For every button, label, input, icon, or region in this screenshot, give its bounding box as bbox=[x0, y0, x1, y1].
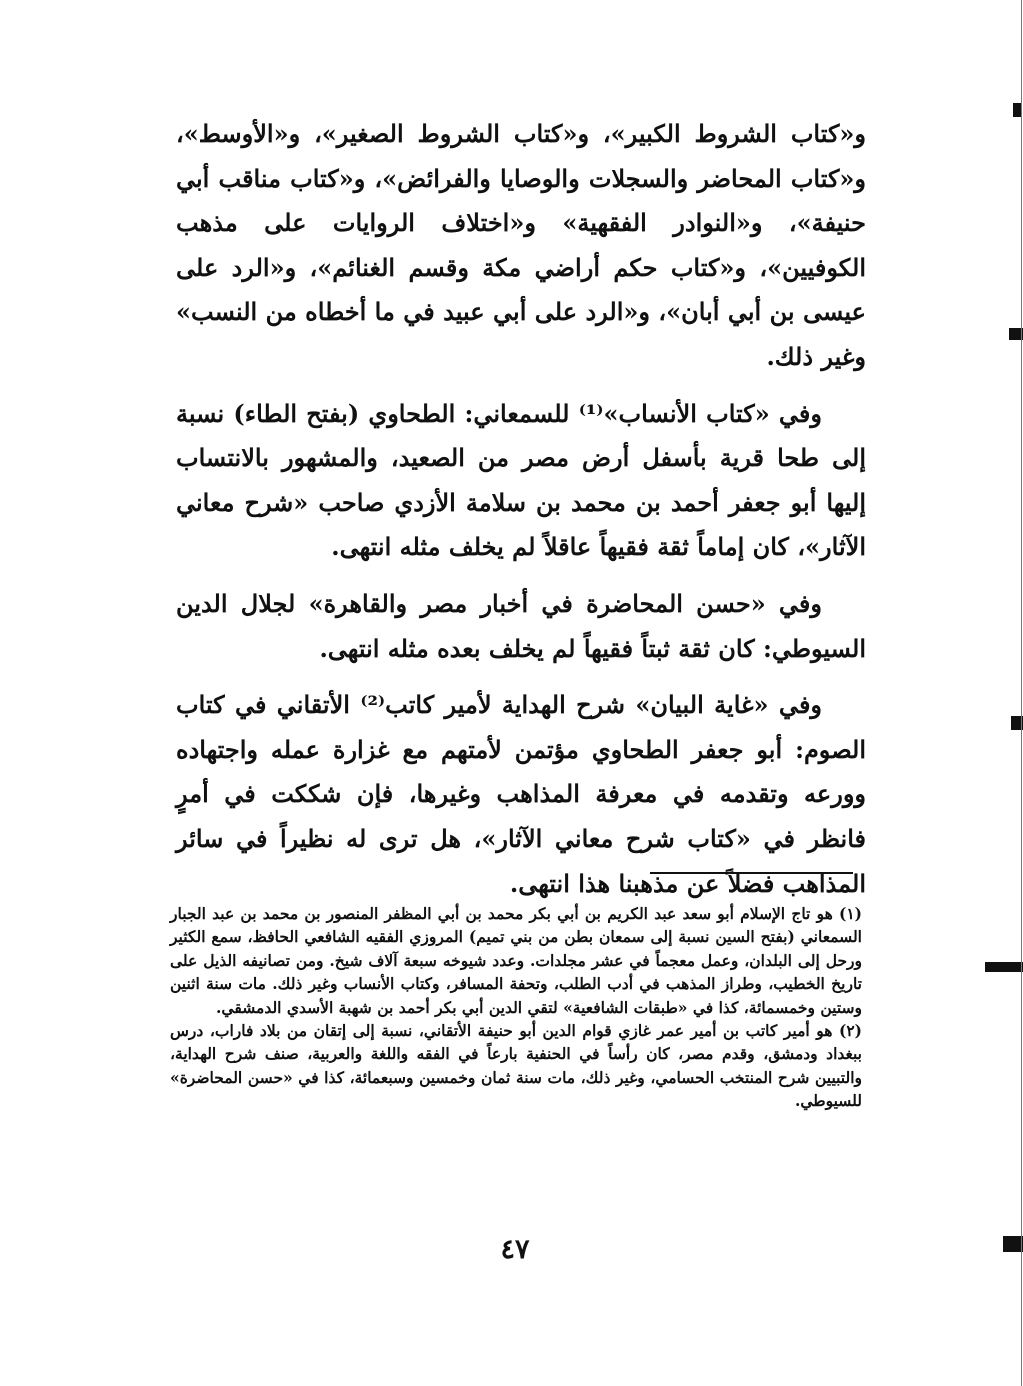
paragraph-3: وفي «حسن المحاضرة في أخبار مصر والقاهرة» لجلال الدين السيوطي: كان ثقة ثبتاً فقيهاً لم يخلف بعده مثله انتهى. bbox=[176, 588, 866, 663]
scan-mark-4 bbox=[985, 962, 1023, 972]
footnotes bbox=[170, 902, 862, 1113]
paragraph-2: وفي «كتاب الأنساب»⁽¹⁾ للسمعاني: الطحاوي (بفتح الطاء) نسبة إلى طحا قرية بأسفل أرض مصر من الصعيد، والمشهور بالانتساب إليها أبو جعفر أحمد بن محمد بن سلامة الأزدي صاحب «شرح معاني الآثار»، كان إماماً ثقة فقيهاً عاقلاً لم يخلف مثله انتهى. bbox=[176, 398, 866, 562]
scan-mark-1 bbox=[1013, 103, 1021, 117]
footnote-2 bbox=[170, 1019, 862, 1113]
main-text bbox=[176, 112, 866, 906]
footnote-1-number: (١) bbox=[838, 904, 862, 923]
footnote-2-number: (٢) bbox=[838, 1021, 862, 1041]
footnote-separator bbox=[650, 872, 853, 874]
footnote-1 bbox=[170, 902, 862, 1019]
scan-mark-5 bbox=[1003, 1236, 1023, 1252]
footnote-2-text: هو أمير كاتب بن أمير عمر غازي قوام الدين أبو حنيفة الأتقاني، نسبة إلى إتقان من بلاد فاراب، درس ببغداد ودمشق، وقدم مصر، كان رأساً في الحنفية بارعاً في الفقه واللغة والعربية، صنف شرح الهداية، والتبيين شرح المنتخب الحسامي، وغير ذلك، مات سنة ثمان وخمسين وسبعمائة، كذا في «حسن المحاضرة» للسيوطي. bbox=[170, 1021, 862, 1111]
scan-edge-line bbox=[1021, 0, 1022, 1386]
footnote-1-text: هو تاج الإسلام أبو سعد عبد الكريم بن أبي بكر محمد بن أبي المظفر المنصور بن محمد بن عبد الجبار السمعاني (بفتح السين نسبة إلى سمعان بطن من بني تميم) المروزي الفقيه الشافعي الحافظ، سمع الكثير ورحل إلى البلدان، وعمل معجماً في عشر مجلدات. وعدد شيوخه سبعة آلاف شيخ. ومن تصانيفه الذيل على تاريخ الخطيب، وطراز المذهب في أدب الطلب، وتحفة المسافر، وكتاب الأنساب وغير ذلك. مات سنة اثنين وستين وخمسمائة، كذا في «طبقات الشافعية» لتقي الدين أبي بكر أحمد بن شهبة الأسدي الدمشقي. bbox=[170, 904, 862, 1017]
page-number: ٤٧ bbox=[500, 1234, 530, 1265]
paragraph-4: وفي «غاية البيان» شرح الهداية لأمير كاتب⁽²⁾ الأتقاني في كتاب الصوم: أبو جعفر الطحاوي مؤتمن لأمتهم مع غزارة عمله واجتهاده وورعه وتقدمه في معرفة المذاهب وغيرها، فإن شككت في أمرٍ فانظر في «كتاب شرح معاني الآثار»، هل ترى له نظيراً في سائر المذاهب فضلاً عن مذهبنا هذا انتهى. bbox=[176, 690, 866, 898]
paragraph-1: و«كتاب الشروط الكبير»، و«كتاب الشروط الصغير»، و«الأوسط»، و«كتاب المحاضر والسجلات والوصايا والفرائض»، و«كتاب مناقب أبي حنيفة»، و«النوادر الفقهية» و«اختلاف الروايات على مذهب الكوفيين»، و«كتاب حكم أراضي مكة وقسم الغنائم»، و«الرد على عيسى بن أبي أبان»، و«الرد على أبي عبيد في ما أخطاه من النسب» وغير ذلك. bbox=[176, 119, 866, 371]
